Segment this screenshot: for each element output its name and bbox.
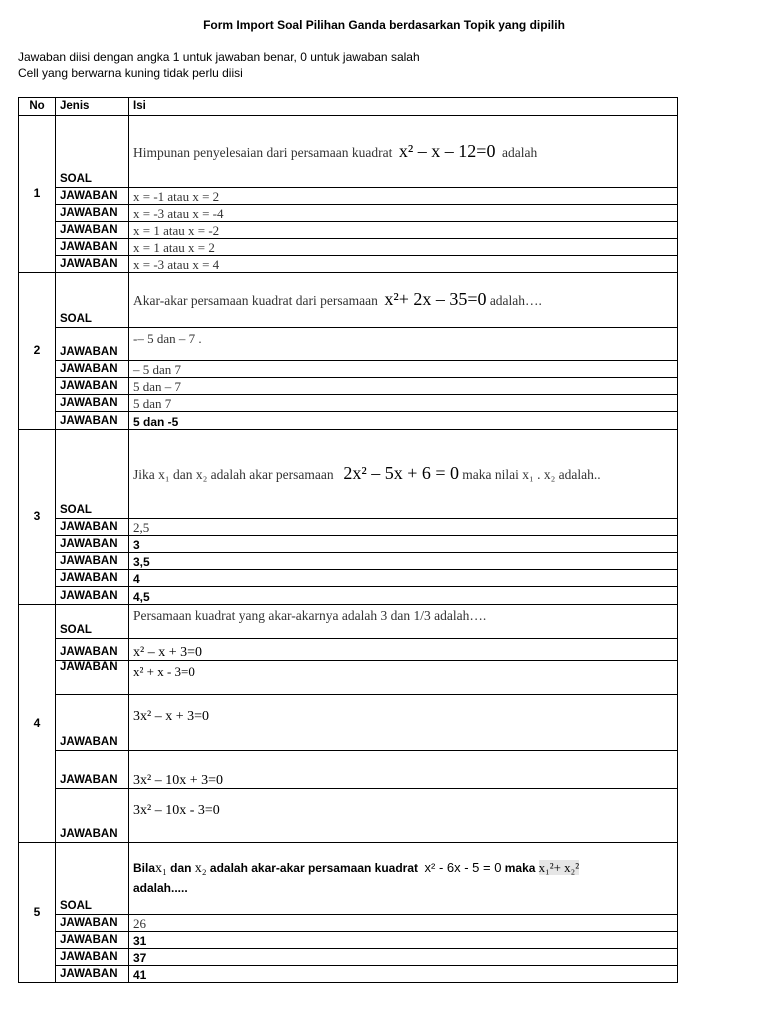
question-table <box>18 97 678 983</box>
type-cell: SOAL <box>56 273 129 328</box>
question-equation: x² – x – 12=0 <box>398 140 496 161</box>
question-text-middle: adalah akar-akar persamaan kuadrat <box>209 860 419 875</box>
table-row <box>19 915 678 932</box>
table-row <box>19 328 678 361</box>
type-cell: JAWABAN <box>56 395 129 412</box>
table-row <box>19 239 678 256</box>
table-row <box>19 661 678 695</box>
type-cell: JAWABAN <box>56 587 129 605</box>
answer-cell[interactable] <box>129 695 678 751</box>
question-text: Persamaan kuadrat yang akar-akarnya adalah 3 dan 1/3 adalah…. <box>133 608 487 623</box>
type-cell: JAWABAN <box>56 239 129 256</box>
question-variable-x1: x₁ <box>155 860 167 876</box>
type-cell: JAWABAN <box>56 639 129 661</box>
header-jenis: Jenis <box>56 98 129 116</box>
type-cell: JAWABAN <box>56 932 129 949</box>
question-number: 4 <box>19 605 56 843</box>
type-cell: JAWABAN <box>56 412 129 430</box>
table-row <box>19 932 678 949</box>
question-text: Himpunan penyelesaian dari persamaan kuadrat <box>133 144 393 160</box>
answer-cell[interactable]: – 5 dan 7 <box>129 361 678 378</box>
question-cell[interactable] <box>129 273 678 328</box>
table-row <box>19 188 678 205</box>
question-text-maka: maka <box>504 860 536 875</box>
type-cell: JAWABAN <box>56 751 129 789</box>
table-row <box>19 949 678 966</box>
instruction-note-2: Cell yang berwarna kuning tidak perlu diisi <box>18 66 243 80</box>
table-row <box>19 395 678 412</box>
table-row <box>19 536 678 553</box>
question-text: Akar-akar persamaan kuadrat dari persamaan <box>133 293 378 309</box>
table-row <box>19 256 678 273</box>
table-row <box>19 205 678 222</box>
question-equation: x² - 6x - 5 = 0 <box>424 859 502 875</box>
instruction-note-1: Jawaban diisi dengan angka 1 untuk jawaban benar, 0 untuk jawaban salah <box>18 50 420 64</box>
type-cell: JAWABAN <box>56 570 129 587</box>
type-cell: JAWABAN <box>56 222 129 239</box>
type-cell: JAWABAN <box>56 378 129 395</box>
header-row <box>19 98 678 116</box>
answer-cell[interactable]: 5 dan 7 <box>129 395 678 412</box>
question-cell[interactable] <box>129 605 678 639</box>
answer-cell[interactable]: x = -1 atau x = 2 <box>129 188 678 205</box>
answer-cell[interactable] <box>129 661 678 695</box>
table-row <box>19 843 678 915</box>
table-row <box>19 222 678 239</box>
answer-equation: 3x² – 10x - 3=0 <box>133 803 220 818</box>
type-cell: JAWABAN <box>56 536 129 553</box>
answer-cell[interactable] <box>129 639 678 661</box>
type-cell: JAWABAN <box>56 915 129 932</box>
question-cell[interactable] <box>129 116 678 188</box>
type-cell: JAWABAN <box>56 695 129 751</box>
answer-cell[interactable]: 4,5 <box>129 587 678 605</box>
table-row <box>19 639 678 661</box>
question-equation: 2x² – 5x + 6 = 0 <box>343 463 460 484</box>
table-row <box>19 361 678 378</box>
answer-cell[interactable]: 5 dan -5 <box>129 412 678 430</box>
answer-equation: x² – x + 3=0 <box>133 644 202 660</box>
answer-equation: 3x² – 10x + 3=0 <box>133 772 223 788</box>
type-cell: JAWABAN <box>56 361 129 378</box>
table-row <box>19 273 678 328</box>
answer-cell[interactable]: x = -3 atau x = 4 <box>129 256 678 273</box>
header-isi: Isi <box>129 98 678 116</box>
table-row <box>19 430 678 519</box>
answer-cell[interactable]: 3,5 <box>129 553 678 570</box>
header-no: No <box>19 98 56 116</box>
question-equation: x²+ 2x – 35=0 <box>384 289 487 310</box>
type-cell: JAWABAN <box>56 553 129 570</box>
answer-cell[interactable]: x = 1 atau x = 2 <box>129 239 678 256</box>
question-number: 3 <box>19 430 56 605</box>
type-cell: JAWABAN <box>56 789 129 843</box>
answer-cell[interactable]: 26 <box>129 915 678 932</box>
form-title: Form Import Soal Pilihan Ganda berdasarkan Topik yang dipilih <box>203 18 565 32</box>
table-row <box>19 519 678 536</box>
question-cell[interactable] <box>129 430 678 519</box>
question-cell[interactable] <box>129 843 678 915</box>
type-cell: SOAL <box>56 430 129 519</box>
type-cell: SOAL <box>56 605 129 639</box>
question-text-suffix: adalah <box>501 144 538 160</box>
table-row <box>19 412 678 430</box>
table-row <box>19 116 678 188</box>
table-row <box>19 789 678 843</box>
answer-cell[interactable] <box>129 789 678 843</box>
answer-cell[interactable]: 4 <box>129 570 678 587</box>
answer-cell[interactable]: x = -3 atau x = -4 <box>129 205 678 222</box>
table-row <box>19 378 678 395</box>
answer-cell[interactable] <box>129 751 678 789</box>
type-cell: SOAL <box>56 116 129 188</box>
type-cell: JAWABAN <box>56 519 129 536</box>
answer-cell[interactable]: 2,5 <box>129 519 678 536</box>
type-cell: JAWABAN <box>56 661 129 695</box>
question-text-suffix: maka nilai x₁ . x₂ adalah.. <box>462 467 601 483</box>
question-number: 5 <box>19 843 56 983</box>
type-cell: JAWABAN <box>56 188 129 205</box>
answer-cell[interactable]: x = 1 atau x = -2 <box>129 222 678 239</box>
question-number: 1 <box>19 116 56 273</box>
question-text: Bila <box>133 860 156 875</box>
type-cell: JAWABAN <box>56 205 129 222</box>
table-row <box>19 553 678 570</box>
type-cell: SOAL <box>56 843 129 915</box>
answer-cell[interactable]: 41 <box>129 966 678 983</box>
answer-cell[interactable]: 5 dan – 7 <box>129 378 678 395</box>
answer-cell[interactable]: 31 <box>129 932 678 949</box>
question-text-and: dan <box>170 860 192 875</box>
question-variable-x2: x₂ <box>194 860 207 876</box>
type-cell: JAWABAN <box>56 966 129 983</box>
type-cell: JAWABAN <box>56 328 129 361</box>
table-row <box>19 966 678 983</box>
answer-equation: x² + x - 3=0 <box>133 664 195 679</box>
question-text: Jika x₁ dan x₂ adalah akar persamaan <box>133 467 334 483</box>
answer-cell[interactable]: 37 <box>129 949 678 966</box>
type-cell: JAWABAN <box>56 949 129 966</box>
question-text-suffix: adalah..... <box>133 881 188 896</box>
question-expression: x₁²+ x₂² <box>538 859 580 875</box>
table-row <box>19 695 678 751</box>
table-row <box>19 751 678 789</box>
answer-cell[interactable]: -– 5 dan – 7 . <box>129 328 678 361</box>
answer-cell[interactable]: 3 <box>129 536 678 553</box>
table-row <box>19 587 678 605</box>
question-number: 2 <box>19 273 56 430</box>
table-row <box>19 605 678 639</box>
type-cell: JAWABAN <box>56 256 129 273</box>
table-row <box>19 570 678 587</box>
question-text-suffix: adalah…. <box>489 293 542 309</box>
answer-equation: 3x² – x + 3=0 <box>133 709 209 724</box>
